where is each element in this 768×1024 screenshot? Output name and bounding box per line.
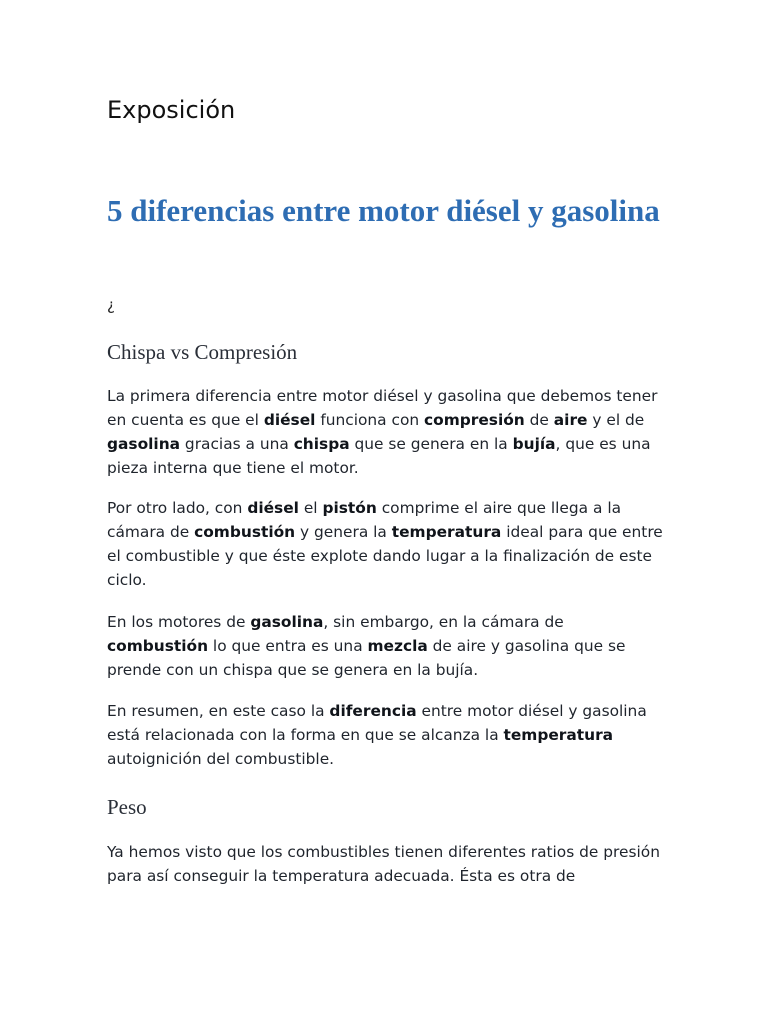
paragraph-4: En resumen, en este caso la diferencia entre motor diésel y gasolina está relacionada con la forma en que se alcanza la temperatura autoignición del combustible. [107, 702, 647, 768]
section-heading-peso: Peso [107, 795, 147, 819]
paragraph-2: Por otro lado, con diésel el pistón comprime el aire que llega a la cámara de combustión y genera la temperatura ideal para que entre el combustible y que éste explote dando lugar a la finalización de este ciclo. [107, 499, 663, 589]
stray-mark: ¿ [107, 296, 115, 314]
article-title: 5 diferencias entre motor diésel y gasolina [107, 193, 660, 228]
section-heading-chispa: Chispa vs Compresión [107, 340, 298, 364]
paragraph-5: Ya hemos visto que los combustibles tienen diferentes ratios de presión para así conseguir la temperatura adecuada. Ésta es otra de [107, 843, 660, 885]
paragraph-3: En los motores de gasolina, sin embargo, en la cámara de combustión lo que entra es una mezcla de aire y gasolina que se prende con un chispa que se genera en la bujía. [107, 613, 626, 679]
document-label: Exposición [107, 96, 236, 124]
paragraph-1: La primera diferencia entre motor diésel y gasolina que debemos tener en cuenta es que el diésel funciona con compresión de aire y el de gasolina gracias a una chispa que se genera en la bujía, que es una pieza interna que tiene el motor. [107, 387, 658, 477]
